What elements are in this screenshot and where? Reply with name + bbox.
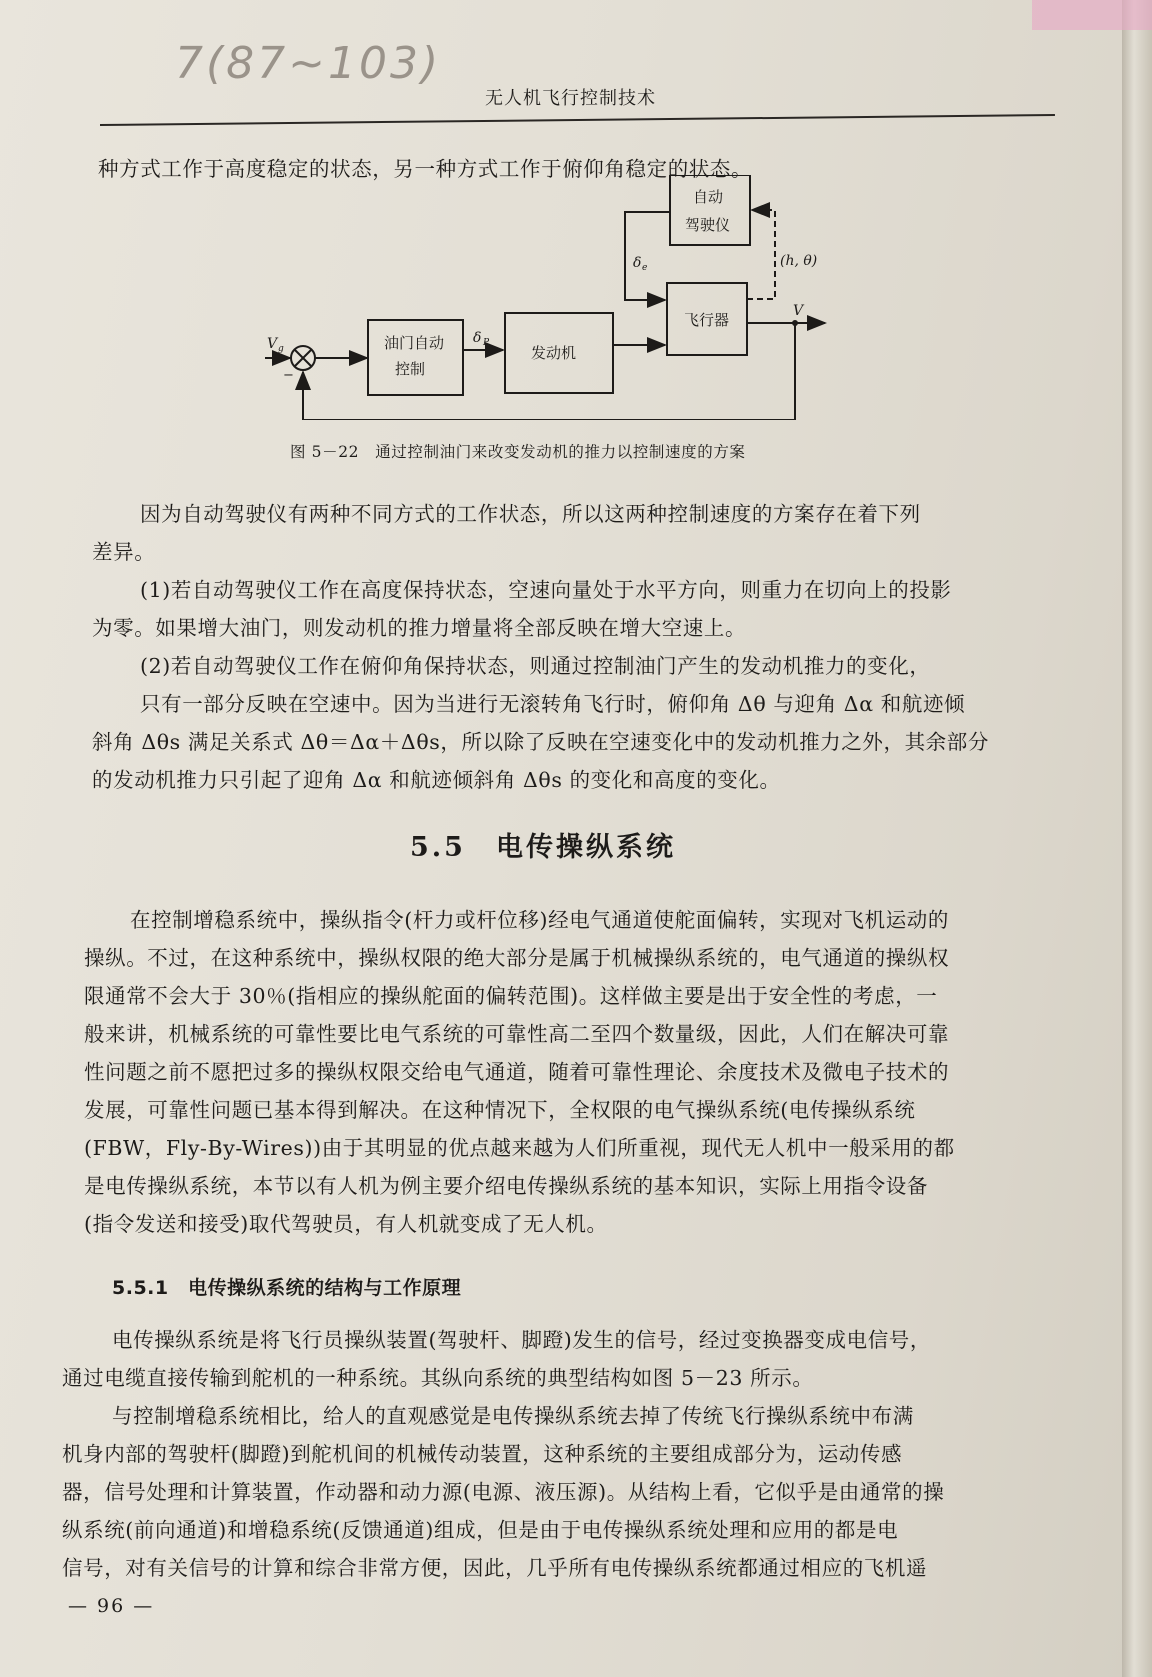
handwritten-note: 7(87~103) bbox=[175, 38, 442, 89]
dashed-feedback-line bbox=[747, 210, 775, 299]
body-line: (指令发送和接受)取代驾驶员，有人机就变成了无人机。 bbox=[84, 1212, 608, 1236]
book-gutter bbox=[1122, 0, 1152, 1677]
section-title: 5.5 电传操纵系统 bbox=[410, 832, 676, 863]
output-label: V bbox=[793, 303, 804, 319]
body-line: 器，信号处理和计算装置，作动器和动力源(电源、液压源)。从结构上看，它似乎是由通常的操 bbox=[62, 1480, 945, 1504]
delta-e-sub: e bbox=[642, 263, 648, 273]
pink-tab bbox=[1032, 0, 1152, 30]
body-line: 在控制增稳系统中，操纵指令(杆力或杆位移)经电气通道使舵面偏转，实现对飞机运动的 bbox=[130, 908, 949, 932]
input-sub: g bbox=[278, 344, 284, 354]
minus-sign: − bbox=[283, 368, 294, 383]
body-line: 因为自动驾驶仪有两种不同方式的工作状态，所以这两种控制速度的方案存在着下列 bbox=[140, 502, 921, 526]
body-line: 发展，可靠性问题已基本得到解决。在这种情况下，全权限的电气操纵系统(电传操纵系统 bbox=[84, 1098, 916, 1122]
running-head: 无人机飞行控制技术 bbox=[485, 88, 656, 109]
body-line: 的发动机推力只引起了迎角 Δα 和航迹倾斜角 Δθs 的变化和高度的变化。 bbox=[92, 768, 781, 792]
throttle-label-1: 油门自动 bbox=[384, 334, 445, 352]
input-label: V bbox=[267, 336, 278, 352]
block-diagram bbox=[255, 175, 895, 420]
body-line: 斜角 Δθs 满足关系式 Δθ＝Δα＋Δθs，所以除了反映在空速变化中的发动机推力之外，其余部分 bbox=[92, 730, 989, 754]
body-line: 差异。 bbox=[92, 540, 156, 564]
body-line: 纵系统(前向通道)和增稳系统(反馈通道)组成，但是由于电传操纵系统处理和应用的都是电 bbox=[62, 1518, 899, 1542]
autopilot-label-1: 自动 bbox=[693, 188, 724, 206]
body-line: 为零。如果增大油门，则发动机的推力增量将全部反映在增大空速上。 bbox=[92, 616, 747, 640]
body-line: 信号，对有关信号的计算和综合非常方便，因此，几乎所有电传操纵系统都通过相应的飞机遥 bbox=[62, 1556, 928, 1580]
body-line: 通过电缆直接传输到舵机的一种系统。其纵向系统的典型结构如图 5－23 所示。 bbox=[62, 1366, 814, 1390]
autopilot-block bbox=[670, 175, 750, 245]
body-line: 般来讲，机械系统的可靠性要比电气系统的可靠性高二至四个数量级，因此，人们在解决可靠 bbox=[84, 1022, 950, 1046]
body-line: 操纵。不过，在这种系统中，操纵权限的绝大部分是属于机械操纵系统的，电气通道的操纵权 bbox=[84, 946, 950, 970]
body-line: 机身内部的驾驶杆(脚蹬)到舵机间的机械传动装置，这种系统的主要组成部分为，运动传感 bbox=[62, 1442, 903, 1466]
body-line: (2)若自动驾驶仪工作在俯仰角保持状态，则通过控制油门产生的发动机推力的变化， bbox=[140, 654, 931, 678]
summing-junction bbox=[291, 346, 315, 370]
body-line: 电传操纵系统是将飞行员操纵装置(驾驶杆、脚蹬)发生的信号，经过变换器变成电信号， bbox=[112, 1328, 931, 1352]
subsection-title: 5.5.1 电传操纵系统的结构与工作原理 bbox=[112, 1277, 462, 1299]
throttle-block bbox=[368, 320, 463, 395]
body-line: 性问题之前不愿把过多的操纵权限交给电气通道，随着可靠性理论、余度技术及微电子技术的 bbox=[84, 1060, 950, 1084]
engine-label: 发动机 bbox=[531, 344, 577, 362]
feedback-line bbox=[303, 323, 795, 420]
page-number: — 96 — bbox=[68, 1595, 155, 1617]
body-line: (FBW，Fly-By-Wires))由于其明显的优点越来越为人们所重视，现代无人机中一般采用的都 bbox=[84, 1136, 955, 1160]
figure-caption: 图 5－22 通过控制油门来改变发动机的推力以控制速度的方案 bbox=[290, 443, 746, 461]
feedback-label: (h, θ) bbox=[780, 253, 818, 269]
delta-p-label: δ bbox=[473, 330, 482, 346]
body-line: 与控制增稳系统相比，给人的直观感觉是电传操纵系统去掉了传统飞行操纵系统中布满 bbox=[112, 1404, 914, 1428]
body-line: 是电传操纵系统，本节以有人机为例主要介绍电传操纵系统的基本知识，实际上用指令设备 bbox=[84, 1174, 928, 1198]
autopilot-label-2: 驾驶仪 bbox=[685, 216, 731, 234]
aircraft-label: 飞行器 bbox=[684, 311, 730, 329]
header-rule bbox=[100, 114, 1055, 126]
body-line: 种方式工作于高度稳定的状态，另一种方式工作于俯仰角稳定的状态。 bbox=[98, 157, 753, 181]
throttle-label-2: 控制 bbox=[395, 360, 426, 378]
body-line: 限通常不会大于 30％(指相应的操纵舵面的偏转范围)。这样做主要是出于安全性的考虑，一 bbox=[84, 984, 938, 1008]
body-line: 只有一部分反映在空速中。因为当进行无滚转角飞行时，俯仰角 Δθ 与迎角 Δα 和航迹倾 bbox=[140, 692, 966, 716]
delta-p-sub: P bbox=[483, 338, 490, 348]
body-line: (1)若自动驾驶仪工作在高度保持状态，空速向量处于水平方向，则重力在切向上的投影 bbox=[140, 578, 952, 602]
delta-e-label: δ bbox=[633, 255, 642, 271]
